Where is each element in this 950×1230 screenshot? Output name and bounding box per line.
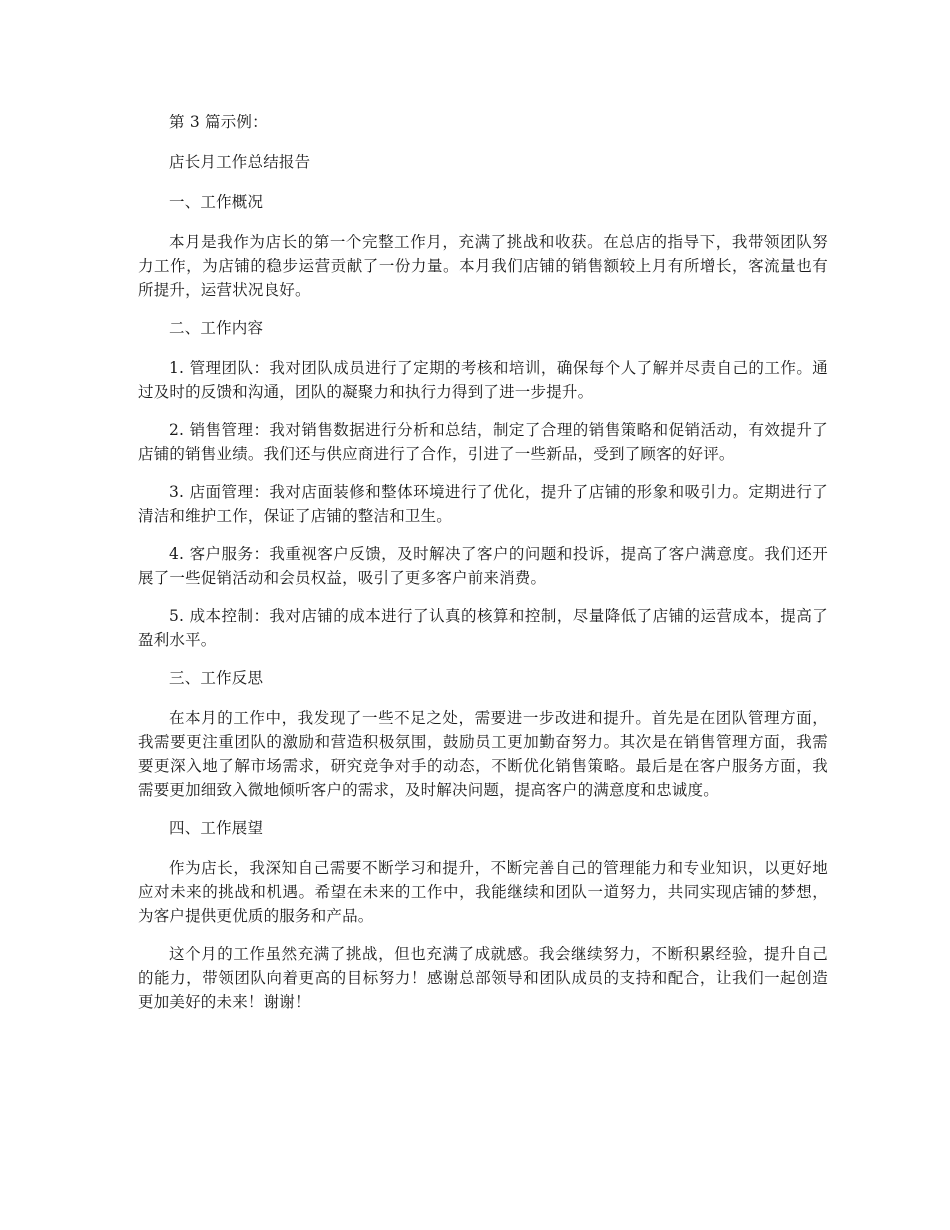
section-heading-content: 二、工作内容 xyxy=(169,319,264,337)
outlook-paragraph: 作为店长，我深知自己需要不断学习和提升，不断完善自己的管理能力和专业知识，以更好地应对未来的挑战和机遇。希望在未来的工作中，我能继续和团队一道努力，共同实现店铺的梦想，为客户提供更优质的服务和产品。 xyxy=(138,859,828,925)
content-item-store-management: 3. 店面管理：我对店面装修和整体环境进行了优化，提升了店铺的形象和吸引力。定期进行了清洁和维护工作，保证了店铺的整洁和卫生。 xyxy=(138,483,828,525)
reflection-paragraph: 在本月的工作中，我发现了一些不足之处，需要进一步改进和提升。首先是在团队管理方面，我需要更注重团队的激励和营造积极氛围，鼓励员工更加勤奋努力。其次是在销售管理方面，我需要更深入地了解市场需求，研究竞争对手的动态，不断优化销售策略。最后是在客户服务方面，我需要更加细致入微地倾听客户的需求，及时解决问题，提高客户的满意度和忠诚度。 xyxy=(138,709,828,799)
closing-paragraph: 这个月的工作虽然充满了挑战，但也充满了成就感。我会继续努力，不断积累经验，提升自己的能力，带领团队向着更高的目标努力！感谢总部领导和团队成员的支持和配合，让我们一起创造更加美好的未来！谢谢！ xyxy=(138,945,828,1011)
section-heading-reflection: 三、工作反思 xyxy=(169,669,264,687)
document-page xyxy=(138,110,828,1028)
content-item-team-management: 1. 管理团队：我对团队成员进行了定期的考核和培训，确保每个人了解并尽责自己的工作。通过及时的反馈和沟通，团队的凝聚力和执行力得到了进一步提升。 xyxy=(138,359,828,401)
section-heading-overview: 一、工作概况 xyxy=(169,193,264,211)
section-heading-outlook: 四、工作展望 xyxy=(169,819,264,837)
overview-paragraph: 本月是我作为店长的第一个完整工作月，充满了挑战和收获。在总店的指导下，我带领团队努力工作，为店铺的稳步运营贡献了一份力量。本月我们店铺的销售额较上月有所增长，客流量也有所提升，运营状况良好。 xyxy=(138,233,828,299)
content-item-customer-service: 4. 客户服务：我重视客户反馈，及时解决了客户的问题和投诉，提高了客户满意度。我们还开展了一些促销活动和会员权益，吸引了更多客户前来消费。 xyxy=(138,545,828,587)
content-item-sales-management: 2. 销售管理：我对销售数据进行分析和总结，制定了合理的销售策略和促销活动，有效提升了店铺的销售业绩。我们还与供应商进行了合作，引进了一些新品，受到了顾客的好评。 xyxy=(138,421,828,463)
example-label: 第 3 篇示例： xyxy=(169,113,268,131)
content-item-cost-control: 5. 成本控制：我对店铺的成本进行了认真的核算和控制，尽量降低了店铺的运营成本，提高了盈利水平。 xyxy=(138,607,828,649)
document-title: 店长月工作总结报告 xyxy=(169,153,311,171)
